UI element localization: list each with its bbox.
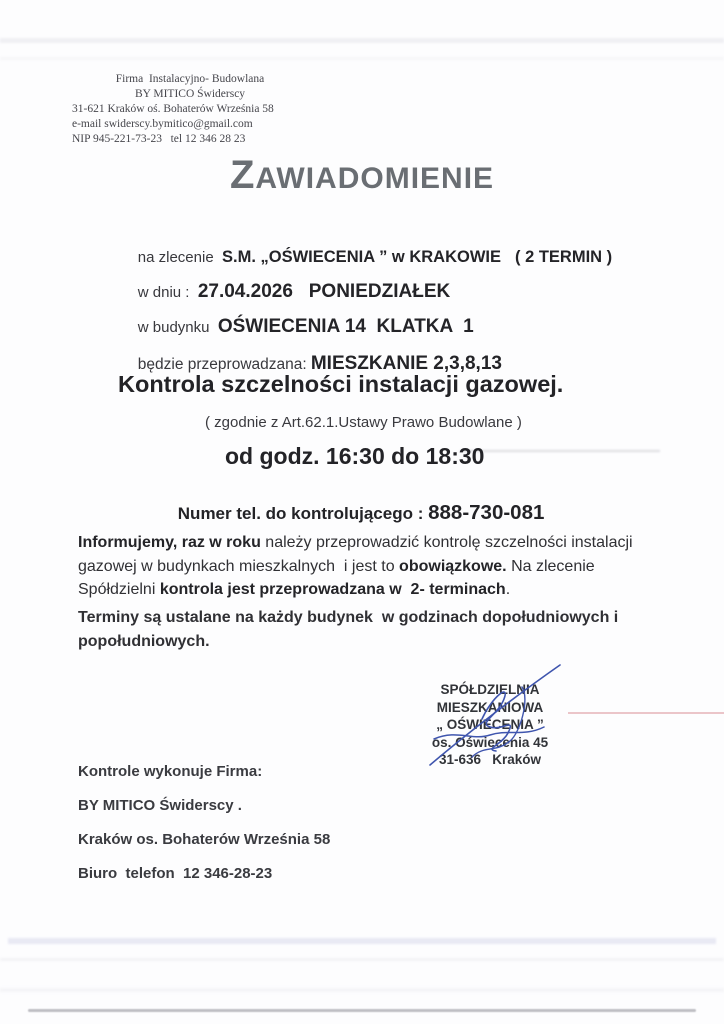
contractor-name: BY MITICO Świderscy .	[78, 797, 242, 814]
commission-client: S.M. „OŚWIECENIA ” w KRAKOWIE	[222, 248, 501, 266]
letterhead-company-type: Firma Instalacyjno- Budowlana	[115, 73, 265, 85]
info-bold-2: obowiązkowe.	[399, 557, 507, 575]
scan-streak	[0, 988, 724, 992]
contractor-block	[78, 763, 330, 899]
scan-streak	[8, 938, 716, 944]
signature-stroke-2	[482, 692, 510, 751]
document-title: ZAWIADOMIENIE	[229, 153, 495, 197]
contractor-address: Kraków os. Bohaterów Września 58	[78, 831, 331, 848]
scan-bottom-line	[28, 1009, 696, 1012]
letterhead-address: 31-621 Kraków oś. Bohaterów Września 58	[72, 103, 274, 115]
scan-streak	[460, 450, 660, 452]
signature-stroke-4	[472, 687, 525, 757]
letterhead-email: e-mail swiderscy.bymitico@gmail.com	[72, 118, 253, 130]
terms-paragraph: Terminy są ustalane na każdy budynek w godzinach dopołudniowych i popołudniowych.	[78, 609, 623, 650]
company-letterhead	[72, 72, 308, 147]
info-bold-3: kontrola jest przeprowadzana w 2- terminach	[159, 581, 506, 598]
scan-streak	[0, 958, 724, 961]
scope-prefix: będzie przeprowadzana:	[137, 356, 307, 373]
scan-pink-line	[568, 712, 724, 714]
stamp-coop-name: SPÓŁDZIELNIA MIESZKANIOWA	[436, 682, 544, 715]
info-text-2: Na zlecenie Spółdzielni	[78, 557, 600, 598]
info-bold-1: Informujemy, raz w roku	[78, 534, 261, 551]
inspection-subject: Kontrola szczelności instalacji gazowej.	[118, 371, 564, 397]
letterhead-company-name: BY MITICO Świderscy	[134, 88, 246, 100]
scope-value: MIESZKANIE 2,3,8,13	[310, 353, 502, 374]
stamp-coop-title: „ OŚWIECENIA ”	[436, 717, 544, 732]
commission-term: ( 2 TERMIN )	[515, 248, 613, 266]
date-prefix: w dniu :	[137, 284, 190, 301]
legal-basis: ( zgodnie z Art.62.1.Ustawy Prawo Budowlane )	[205, 414, 522, 431]
scan-streak	[0, 57, 724, 60]
info-text-1: należy przeprowadzić kontrolę szczelności instalacji gazowej w budynkach mieszkalnych i jest to	[78, 534, 638, 575]
contact-label: Numer tel. do kontrolującego :	[177, 504, 424, 523]
date-value: 27.04.2026 PONIEDZIAŁEK	[197, 281, 451, 302]
contractor-intro: Kontrole wykonuje Firma:	[78, 763, 263, 780]
stamp-coop-address: os. Oświecenia 45	[431, 734, 549, 750]
letterhead-nip-tel: NIP 945-221-73-23 tel 12 346 28 23	[72, 133, 246, 145]
building-prefix: w budynku	[137, 319, 210, 336]
inspection-hours: od godz. 16:30 do 18:30	[225, 443, 485, 469]
building-value: OŚWIECENIA 14 KLATKA 1	[217, 316, 474, 337]
handwritten-signature	[412, 657, 587, 772]
commission-prefix: na zlecenie	[137, 249, 214, 266]
stamp-coop-city: 31-636 Kraków	[438, 752, 542, 767]
signature-stroke-3	[434, 727, 544, 739]
contractor-phone: Biuro telefon 12 346-28-23	[78, 865, 273, 882]
info-paragraph	[78, 531, 656, 602]
info-text-3: .	[505, 581, 511, 598]
scan-streak	[0, 38, 724, 43]
contact-phone: 888-730-081	[428, 501, 545, 524]
